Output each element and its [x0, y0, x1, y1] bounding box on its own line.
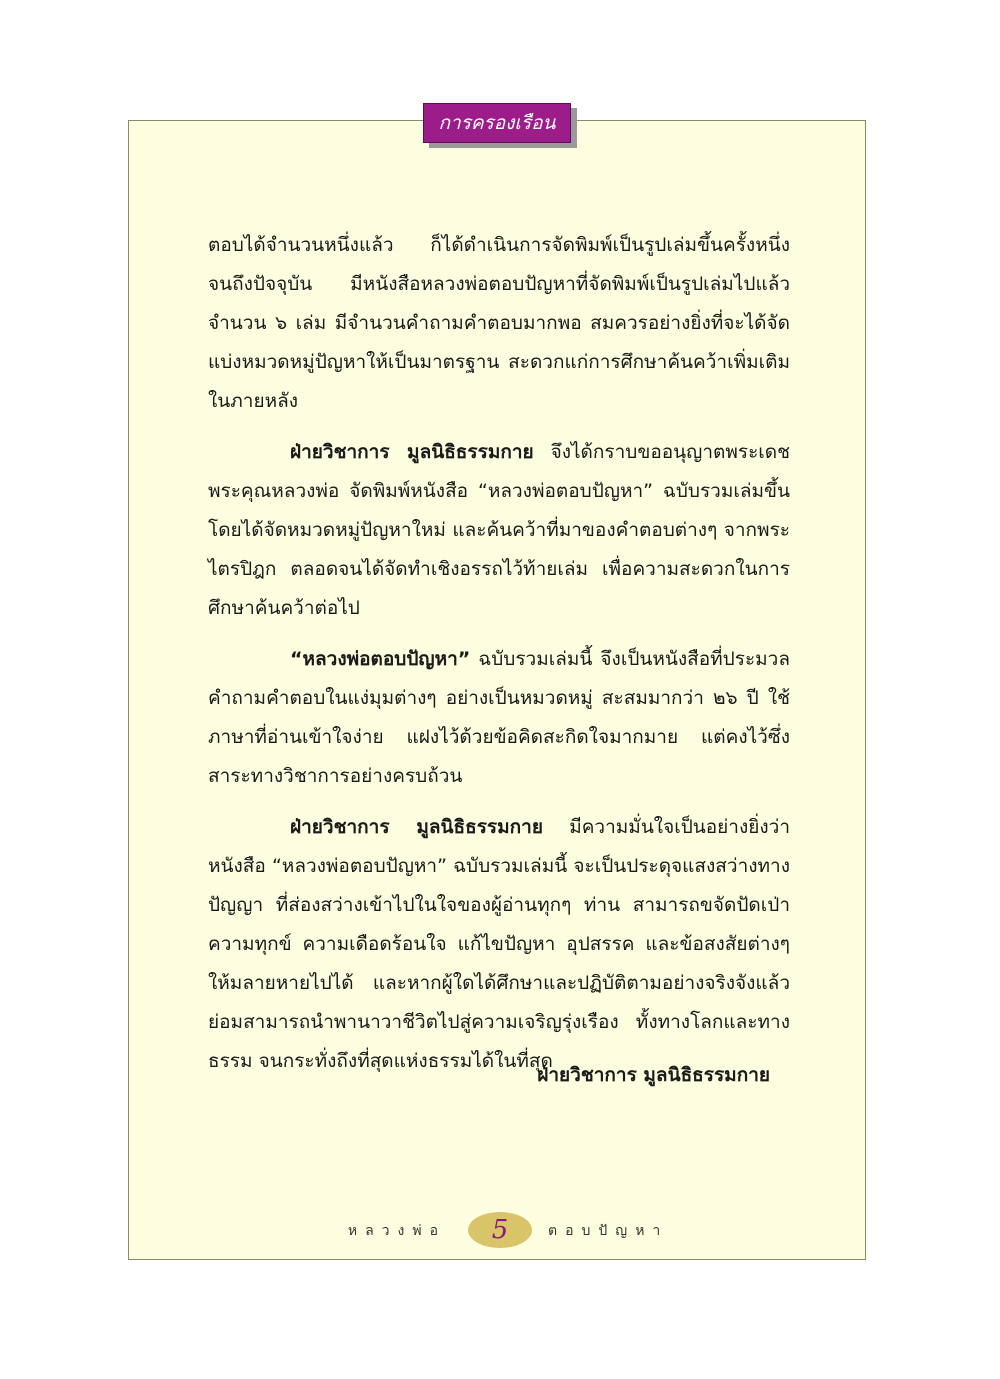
page-footer	[128, 1212, 866, 1252]
chapter-tab: การครองเรือน	[423, 103, 571, 143]
paragraph-4-text: มีความมั่นใจเป็นอย่างยิ่งว่าหนังสือ “หลวงพ่อตอบปัญหา” ฉบับรวมเล่มนี้ จะเป็นประดุจแสงสว่างทางปัญญา ที่ส่องสว่างเข้าไปในใจของผู้อ่านทุกๆ ท่าน สามารถขจัดปัดเป่าความทุกข์ ความเดือดร้อนใจ แก้ไขปัญหา อุปสรรค และข้อสงสัยต่างๆ ให้มลายหายไปได้ และหากผู้ใดได้ศึกษาและปฏิบัติตามอย่างจริงจังแล้ว ย่อมสามารถนำพานาวาชีวิตไปสู่ความเจริญรุ่งเรือง ทั้งทางโลกและทางธรรม จนกระทั่งถึงที่สุดแห่งธรรมได้ในที่สุด	[208, 816, 790, 1072]
paragraph-1-text: ตอบได้จำนวนหนึ่งแล้ว ก็ได้ดำเนินการจัดพิมพ์เป็นรูปเล่มขึ้นครั้งหนึ่ง จนถึงปัจจุบัน มีหนังสือหลวงพ่อตอบปัญหาที่จัดพิมพ์เป็นรูปเล่มไปแล้วจำนวน ๖ เล่ม มีจำนวนคำถามคำตอบมากพอ สมควรอย่างยิ่งที่จะได้จัดแบ่งหมวดหมู่ปัญหาให้เป็นมาตรฐาน สะดวกแก่การศึกษาค้นคว้าเพิ่มเติมในภายหลัง	[208, 234, 790, 412]
footer-book-title-left: หลวงพ่อ	[347, 1223, 446, 1239]
footer-book-title-right: ตอบปัญหา	[548, 1223, 669, 1239]
body-text	[208, 226, 790, 1093]
paragraph-2-text: จึงได้กราบขออนุญาตพระเดชพระคุณหลวงพ่อ จัดพิมพ์หนังสือ “หลวงพ่อตอบปัญหา” ฉบับรวมเล่มขึ้นโดยได้จัดหมวดหมู่ปัญหาใหม่ และค้นคว้าที่มาของคำตอบต่างๆ จากพระไตรปิฎก ตลอดจนได้จัดทำเชิงอรรถไว้ท้ายเล่ม เพื่อความสะดวกในการศึกษาค้นคว้าต่อไป	[208, 441, 790, 619]
paragraph-3	[208, 640, 790, 796]
signature: ฝ่ายวิชาการ มูลนิธิธรรมกาย	[537, 1064, 770, 1086]
paragraph-4	[208, 808, 790, 1081]
paragraph-3-lead: “หลวงพ่อตอบปัญหา”	[290, 648, 471, 670]
paragraph-1	[208, 226, 790, 421]
paragraph-3-text: ฉบับรวมเล่มนี้ จึงเป็นหนังสือที่ประมวลคำถามคำตอบในแง่มุมต่างๆ อย่างเป็นหมวดหมู่ สะสมมากว่า ๒๖ ปี ใช้ภาษาที่อ่านเข้าใจง่าย แฝงไว้ด้วยข้อคิดสะกิดใจมากมาย แต่คงไว้ซึ่งสาระทางวิชาการอย่างครบถ้วน	[208, 648, 790, 787]
paragraph-2	[208, 433, 790, 628]
paragraph-4-lead: ฝ่ายวิชาการ มูลนิธิธรรมกาย	[290, 816, 543, 838]
page-number-badge: 5	[468, 1212, 532, 1248]
paragraph-2-lead: ฝ่ายวิชาการ มูลนิธิธรรมกาย	[290, 441, 534, 463]
